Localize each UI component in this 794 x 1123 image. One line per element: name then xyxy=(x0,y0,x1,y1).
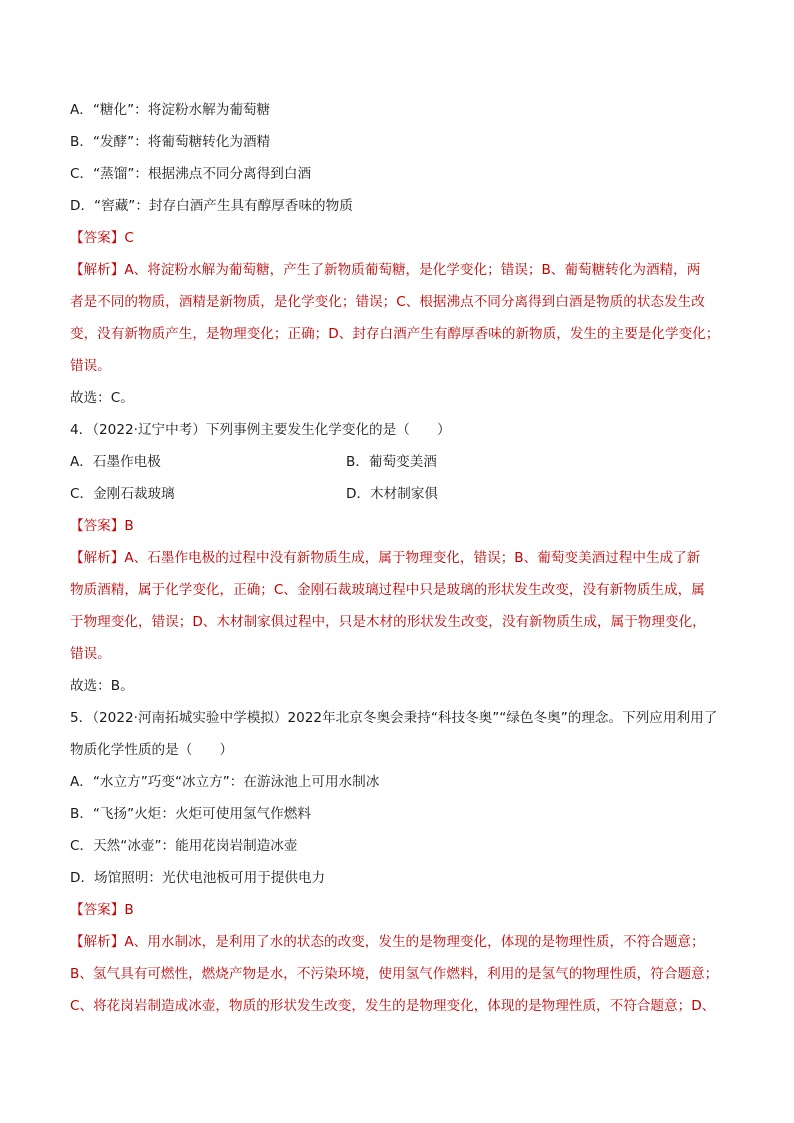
answer-tag: 【答案】 xyxy=(70,902,125,918)
q3-option-a: A．“糖化”：将淀粉水解为葡萄糖 xyxy=(70,102,271,118)
q3-option-d: D．“窖藏”：封存白酒产生具有醇厚香味的物质 xyxy=(70,198,353,214)
analysis-tag: 【解析】 xyxy=(70,262,125,278)
q3-option-c: C．“蒸馏”：根据沸点不同分离得到白酒 xyxy=(70,166,312,182)
q3-analysis-line: 者是不同的物质，酒精是新物质，是化学变化；错误；C、根据沸点不同分离得到白酒是物质的状态发生改 xyxy=(70,294,705,310)
q5-option-b: B．“飞扬”火炬：火炬可使用氢气作燃料 xyxy=(70,806,311,822)
q5-option-d: D．场馆照明：光伏电池板可用于提供电力 xyxy=(70,870,326,886)
q4-option-d: D．木材制家俱 xyxy=(346,486,439,502)
q4-analysis-line: 于物理变化，错误；D、木材制家俱过程中，只是木材的形状发生改变，没有新物质生成，属于物理变化， xyxy=(70,614,706,630)
q4-analysis-line xyxy=(70,548,730,568)
analysis-text: A、石墨作电极的过程中没有新物质生成，属于物理变化，错误；B、葡萄变美酒过程中生成了新 xyxy=(124,550,701,566)
q3-analysis-line: 错误。 xyxy=(70,358,111,374)
q4-options-row xyxy=(70,484,730,504)
q5-analysis-line xyxy=(70,932,730,952)
analysis-tag: 【解析】 xyxy=(70,934,125,950)
analysis-text: A、将淀粉水解为葡萄糖，产生了新物质葡萄糖，是化学变化；错误；B、葡萄糖转化为酒精，两 xyxy=(124,262,701,278)
q5-stem-line: 5．（2022·河南拓城实验中学模拟）2022年北京冬奥会秉持“科技冬奥”“绿色冬奥”的理念。下列应用利用了 xyxy=(70,710,718,726)
q3-analysis-line: 变，没有新物质产生，是物理变化；正确；D、封存白酒产生有醇厚香味的新物质，发生的主要是化学变化； xyxy=(70,326,720,342)
q3-analysis-line xyxy=(70,260,730,280)
q5-analysis-line: C、将花岗岩制造成冰壶，物质的形状发生改变，发生的是物理变化，体现的是物理性质，不符合题意；D、 xyxy=(70,998,716,1014)
answer-value: B xyxy=(124,902,134,918)
analysis-tag: 【解析】 xyxy=(70,550,125,566)
q5-option-a: A．“水立方”巧变“冰立方”：在游泳池上可用水制冰 xyxy=(70,774,380,790)
q4-option-c: C．金刚石裁玻璃 xyxy=(70,486,175,502)
q3-option-b: B．“发酵”：将葡萄糖转化为酒精 xyxy=(70,134,271,150)
q4-stem: 4．（2022·辽宁中考）下列事例主要发生化学变化的是（ ） xyxy=(70,422,451,438)
q4-option-b: B．葡萄变美酒 xyxy=(346,454,437,470)
q4-analysis-line: 错误。 xyxy=(70,646,111,662)
q4-analysis-line: 物质酒精，属于化学变化，正确；C、金刚石裁玻璃过程中只是玻璃的形状发生改变，没有新物质生成，属 xyxy=(70,582,705,598)
q4-options-row xyxy=(70,452,730,472)
q5-option-c: C．天然“冰壶”：能用花岗岩制造冰壶 xyxy=(70,838,298,854)
q5-analysis-line: B、氢气具有可燃性，燃烧产物是水，不污染环境，使用氢气作燃料，利用的是氢气的物理性质，符合题意； xyxy=(70,966,719,982)
q4-choice: 故选：B。 xyxy=(70,678,134,694)
q4-option-a: A．石墨作电极 xyxy=(70,454,161,470)
q3-answer xyxy=(70,228,730,248)
answer-tag: 【答案】 xyxy=(70,518,125,534)
q5-answer xyxy=(70,900,730,920)
q4-answer xyxy=(70,516,730,536)
q3-choice: 故选：C。 xyxy=(70,390,134,406)
answer-value: C xyxy=(124,230,134,246)
q5-stem-line: 物质化学性质的是（ ） xyxy=(70,742,234,758)
answer-value: B xyxy=(124,518,134,534)
answer-tag: 【答案】 xyxy=(70,230,125,246)
analysis-text: A、用水制冰，是利用了水的状态的改变，发生的是物理变化，体现的是物理性质，不符合题意； xyxy=(124,934,705,950)
